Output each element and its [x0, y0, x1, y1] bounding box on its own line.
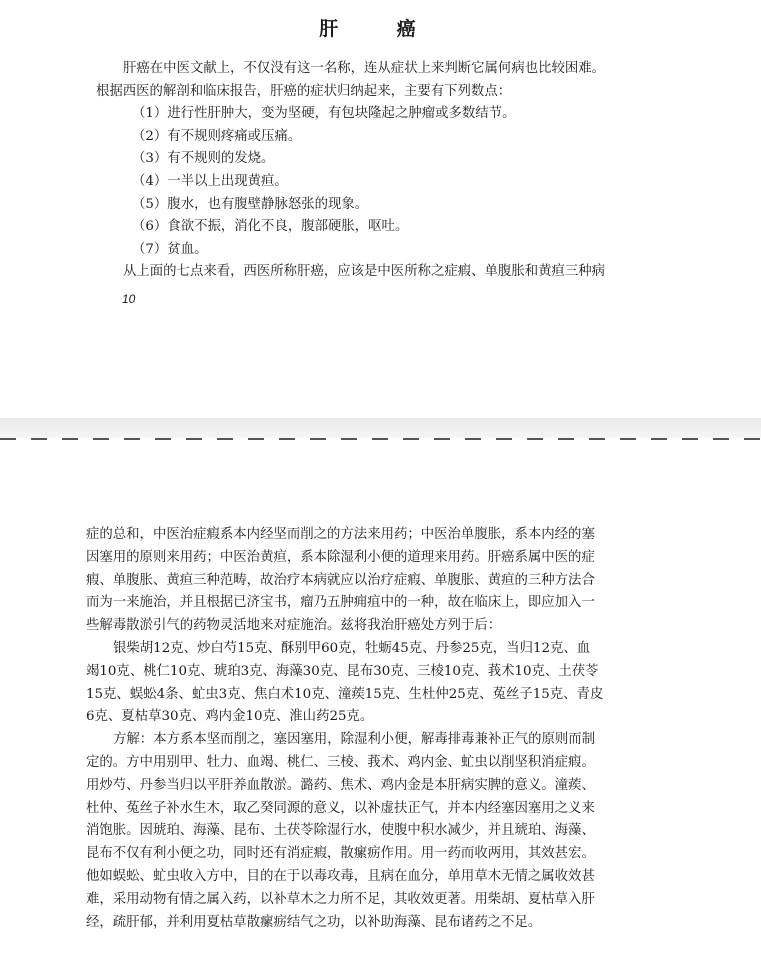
prescription-line: 15克、蜈蚣4条、虻虫3克、焦白术10克、潼蒺15克、生杜仲25克、菟丝子15克、青皮	[86, 686, 604, 702]
text-line: 肝癌在中医文献上，不仅没有这一名称，连从症状上来判断它属何病也比较困难。	[123, 61, 606, 76]
prescription-line: 竭10克、桃仁10克、琥珀3克、海藻30克、昆布30克、三棱10克、莪术10克、土茯苓	[86, 663, 599, 679]
text-line: 难，采用动物有情之属入药，以补草木之力所不足，其收效更著。用柴胡、夏枯草入肝	[86, 891, 595, 907]
text-line: 方解：本方系本坚而削之，塞因塞用，除湿利小便，解毒排毒兼补正气的原则而制	[113, 732, 596, 748]
page-gap	[0, 418, 761, 438]
upper-text-block	[96, 58, 676, 284]
text-line: 因塞用的原则来用药；中医治黄疸，系本除湿利小便的道理来用药。肝癌系属中医的症	[86, 549, 595, 565]
text-line: 根据西医的解剖和临床报告，肝癌的症状归纳起来，主要有下列数点：	[96, 83, 512, 99]
text-line: 定的。方中用别甲、牡力、血竭、桃仁、三棱、莪术、鸡内金、虻虫以削坚积消症瘕。	[86, 754, 595, 770]
text-line: 用炒芍、丹参当归以平肝养血散淤。潞药、焦术、鸡内金是本肝病实脾的意义。潼蒺、	[86, 777, 595, 793]
text-line: 从上面的七点来看，西医所称肝癌，应该是中医所称之症瘕、单腹胀和黄疸三种病	[123, 264, 606, 280]
list-item: （6）食欲不振，消化不良，腹部硬胀，呕吐。	[132, 219, 409, 235]
text-line: 他如蜈蚣、虻虫收入方中，目的在于以毒攻毒，且病在血分，单用草木无情之属收效甚	[86, 868, 595, 884]
text-line: 昆布不仅有利小便之功，同时还有消症瘕，散瘰疬作用。用一药而收两用，其效甚宏。	[86, 846, 595, 862]
list-item: （2）有不规则疼痛或压痛。	[132, 128, 302, 144]
page-lower	[0, 440, 761, 955]
page-number: 10	[122, 292, 136, 306]
list-item: （3）有不规则的发烧。	[132, 151, 275, 167]
lower-text-block	[86, 524, 666, 934]
text-line: 消饱胀。因琥珀、海藻、昆布、土茯苓除湿行水，使腹中积水减少，并且琥珀、海藻、	[86, 823, 595, 839]
list-item: （5）腹水，也有腹壁静脉怒张的现象。	[132, 196, 369, 212]
text-line: 而为一来施治，并且根据已济宝书，瘤乃五肿痈疽中的一种，故在临床上，即应加入一	[86, 595, 595, 611]
text-line: 症的总和，中医治症瘕系本内经坚而削之的方法来用药；中医治单腹胀，系本内经的塞	[86, 527, 595, 542]
scan-specks	[300, 380, 600, 386]
text-line: 经，疏肝郁，并利用夏枯草散瘰疬结气之功，以补助海藻、昆布诸药之不足。	[86, 914, 542, 930]
text-line: 瘕、单腹胀、黄疸三种范畴，故治疗本病就应以治疗症瘕、单腹胀、黄疸的三种方法合	[86, 572, 595, 588]
page-title: 肝 癌	[319, 18, 442, 40]
list-item: （4）一半以上出现黄疸。	[132, 173, 288, 189]
prescription-line: 银柴胡12克、炒白芍15克、酥别甲60克，牡蛎45克、丹参25克，当归12克、血	[113, 640, 591, 656]
page-upper	[0, 0, 761, 418]
text-line: 些解毒散淤引气的药物灵活地来对症施治。兹将我治肝癌处方列于后：	[86, 618, 502, 634]
list-item: （1）进行性肝肿大，变为坚硬，有包块隆起之肿瘤或多数结节。	[132, 106, 516, 122]
text-line: 杜仲、菟丝子补水生木，取乙癸同源的意义，以补虚扶正气，并本内经塞因塞用之义来	[86, 800, 595, 816]
list-item: （7）贫血。	[132, 241, 208, 257]
prescription-line: 6克、夏枯草30克、鸡内金10克、淮山药25克。	[86, 709, 374, 725]
